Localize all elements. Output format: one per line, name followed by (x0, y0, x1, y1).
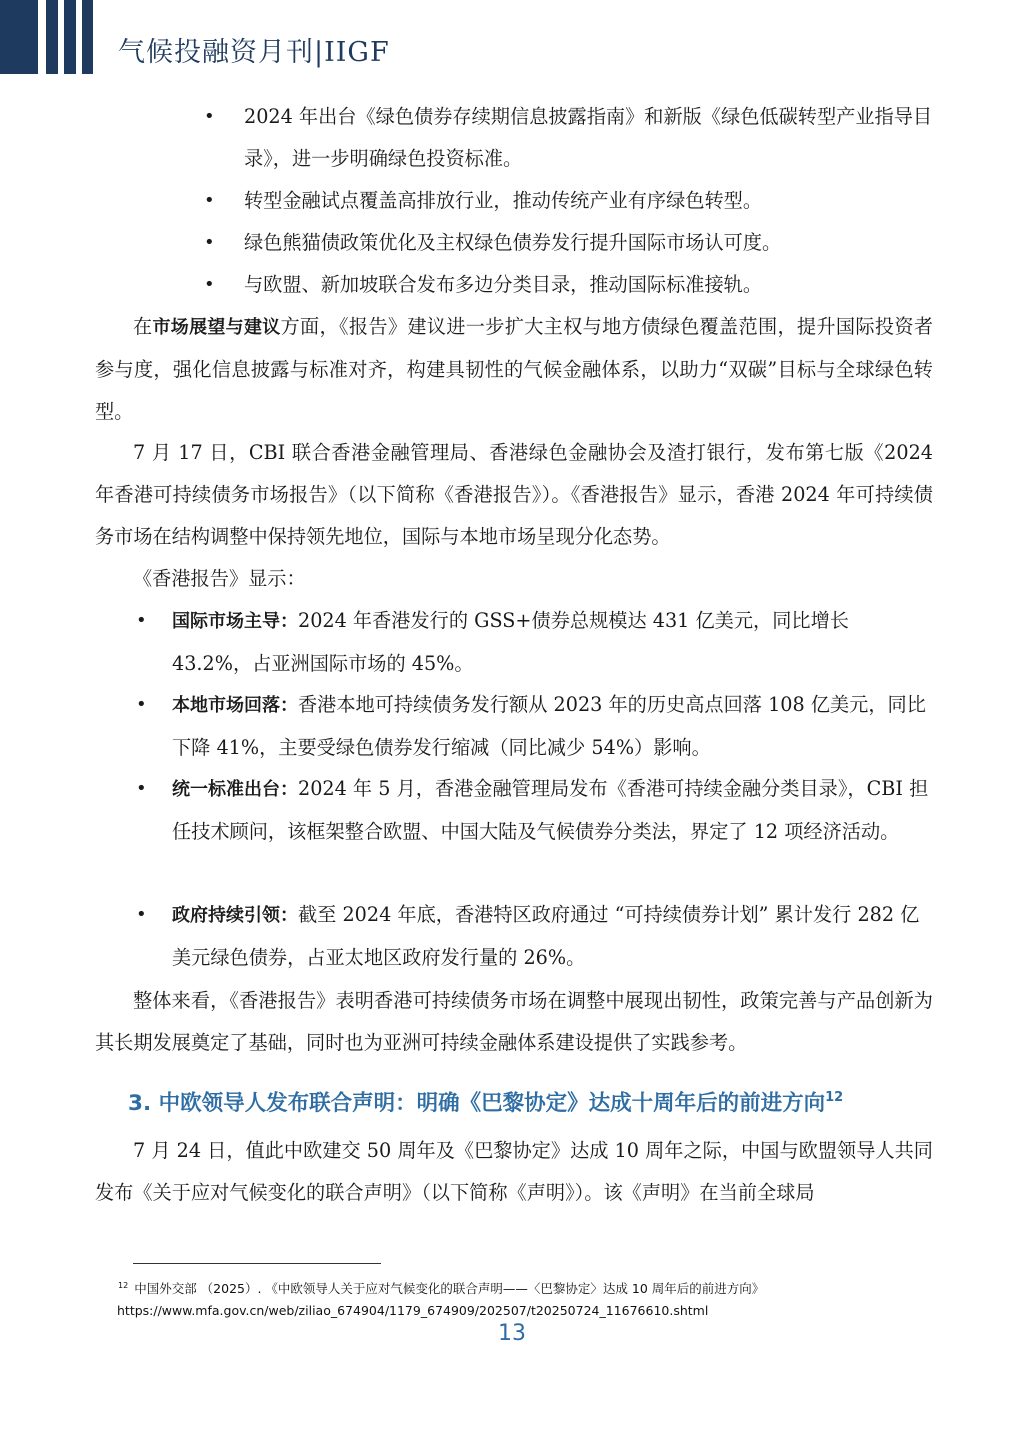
header-bar (82, 0, 93, 74)
footnote (118, 1275, 938, 1322)
list-item (136, 600, 934, 684)
list-item-text: 与欧盟、新加坡联合发布多边分类目录，推动国际标准接轨。 (244, 273, 763, 296)
list-item-text: 转型金融试点覆盖高排放行业，推动传统产业有序绿色转型。 (244, 189, 763, 212)
list-item (136, 684, 934, 768)
list-item-text: 截至 2024 年底，香港特区政府通过 “可持续债券计划” 累计发行 282 亿美元绿色债券，占亚太地区政府发行量的 26%。 (172, 903, 920, 969)
list-item (204, 180, 934, 222)
list-item-text: 香港本地可持续债务发行额从 2023 年的历史高点回落 108 亿美元，同比下降 41%，主要受绿色债券发行缩减（同比减少 54%）影响。 (172, 693, 926, 759)
bullet-icon: • (204, 232, 215, 253)
header-title: 气候投融资月刊|IIGF (118, 37, 390, 68)
page-number: 13 (498, 1321, 526, 1346)
list-item-text: 绿色熊猫债政策优化及主权绿色债券发行提升国际市场认可度。 (244, 231, 782, 254)
paragraph-bold-term: 市场展望与建议 (152, 317, 281, 338)
list-item (136, 894, 934, 979)
bullet-icon: • (204, 190, 215, 211)
list-item-text: 2024 年 5 月，香港金融管理局发布《香港可持续金融分类目录》，CBI 担任技术顾问，该框架整合欧盟、中国大陆及气候债券分类法，界定了 12 项经济活动。 (172, 777, 929, 843)
header-bar (46, 0, 58, 74)
cbi-report-paragraph: 7 月 17 日，CBI 联合香港金融管理局、香港绿色金融协会及渣打银行，发布第七版《2024 年香港可持续债务市场报告》（以下简称《香港报告》）。《香港报告》显示，香港 2024 年可持续债务市场在结构调整中保持领先地位，国际与本地市场呈现分化态势。 (95, 441, 933, 548)
bullet-icon: • (136, 694, 147, 715)
list-item-bold-label: 本地市场回落： (172, 695, 298, 716)
section-heading-text: 3. 中欧领导人发布联合声明：明确《巴黎协定》达成十周年后的前进方向 (128, 1091, 826, 1116)
footnote-reference[interactable]: 12 (825, 1090, 844, 1105)
footnote-number: 12 (118, 1281, 129, 1290)
list-item (204, 96, 934, 180)
bullet-icon: • (136, 778, 147, 799)
list-item-text: 2024 年香港发行的 GSS+债券总规模达 431 亿美元，同比增长 43.2%，占亚洲国际市场的 45%。 (172, 609, 849, 675)
bullet-icon: • (204, 274, 215, 295)
joint-statement-paragraph: 7 月 24 日，值此中欧建交 50 周年及《巴黎协定》达成 10 周年之际，中国与欧盟领导人共同发布《关于应对气候变化的联合声明》（以下简称《声明》）。该《声明》在当前全球局 (95, 1139, 933, 1204)
bullet-icon: • (204, 106, 215, 127)
bullet-icon: • (136, 904, 147, 925)
list-item-text: 2024 年出台《绿色债券存续期信息披露指南》和新版《绿色低碳转型产业指导目录》，进一步明确绿色投资标准。 (244, 105, 933, 170)
list-item-bold-label: 统一标准出台： (172, 779, 298, 800)
policy-bullet-list (204, 96, 934, 306)
bullet-icon: • (136, 610, 147, 631)
overall-summary-paragraph: 整体来看，《香港报告》表明香港可持续债务市场在调整中展现出韧性，政策完善与产品创新为其长期发展奠定了基础，同时也为亚洲可持续金融体系建设提供了实践参考。 (95, 989, 933, 1054)
list-item (136, 768, 934, 894)
list-item-bold-label: 国际市场主导： (172, 611, 298, 632)
footnote-url[interactable]: https://www.mfa.gov.cn/web/ziliao_674904/1179_674909/202507/t20250724_11676610.shtml (117, 1303, 709, 1318)
header-bar (0, 0, 38, 74)
footnote-citation (118, 1275, 938, 1300)
list-item (204, 222, 934, 264)
paragraph-prefix: 在 (133, 315, 153, 338)
footnote-citation-text: 中国外交部 （2025）. 《中欧领导人关于应对气候变化的联合声明——〈巴黎协定〉达成 10 周年后的前进方向》 (134, 1281, 765, 1296)
footnote-divider (133, 1263, 381, 1264)
market-outlook-paragraph (95, 306, 933, 433)
paragraph-text: 方面，《报告》建议进一步扩大主权与地方债绿色覆盖范围，提升国际投资者参与度，强化信息披露与标准对齐，构建具韧性的气候金融体系，以助力“双碳”目标与全球绿色转型。 (95, 315, 934, 423)
section-heading (128, 1086, 843, 1117)
header-bar (64, 0, 76, 74)
list-item (204, 264, 934, 306)
list-item-bold-label: 政府持续引领： (172, 905, 298, 926)
report-shows-line: 《香港报告》显示： (133, 567, 306, 590)
hk-report-bullet-list (136, 600, 934, 979)
